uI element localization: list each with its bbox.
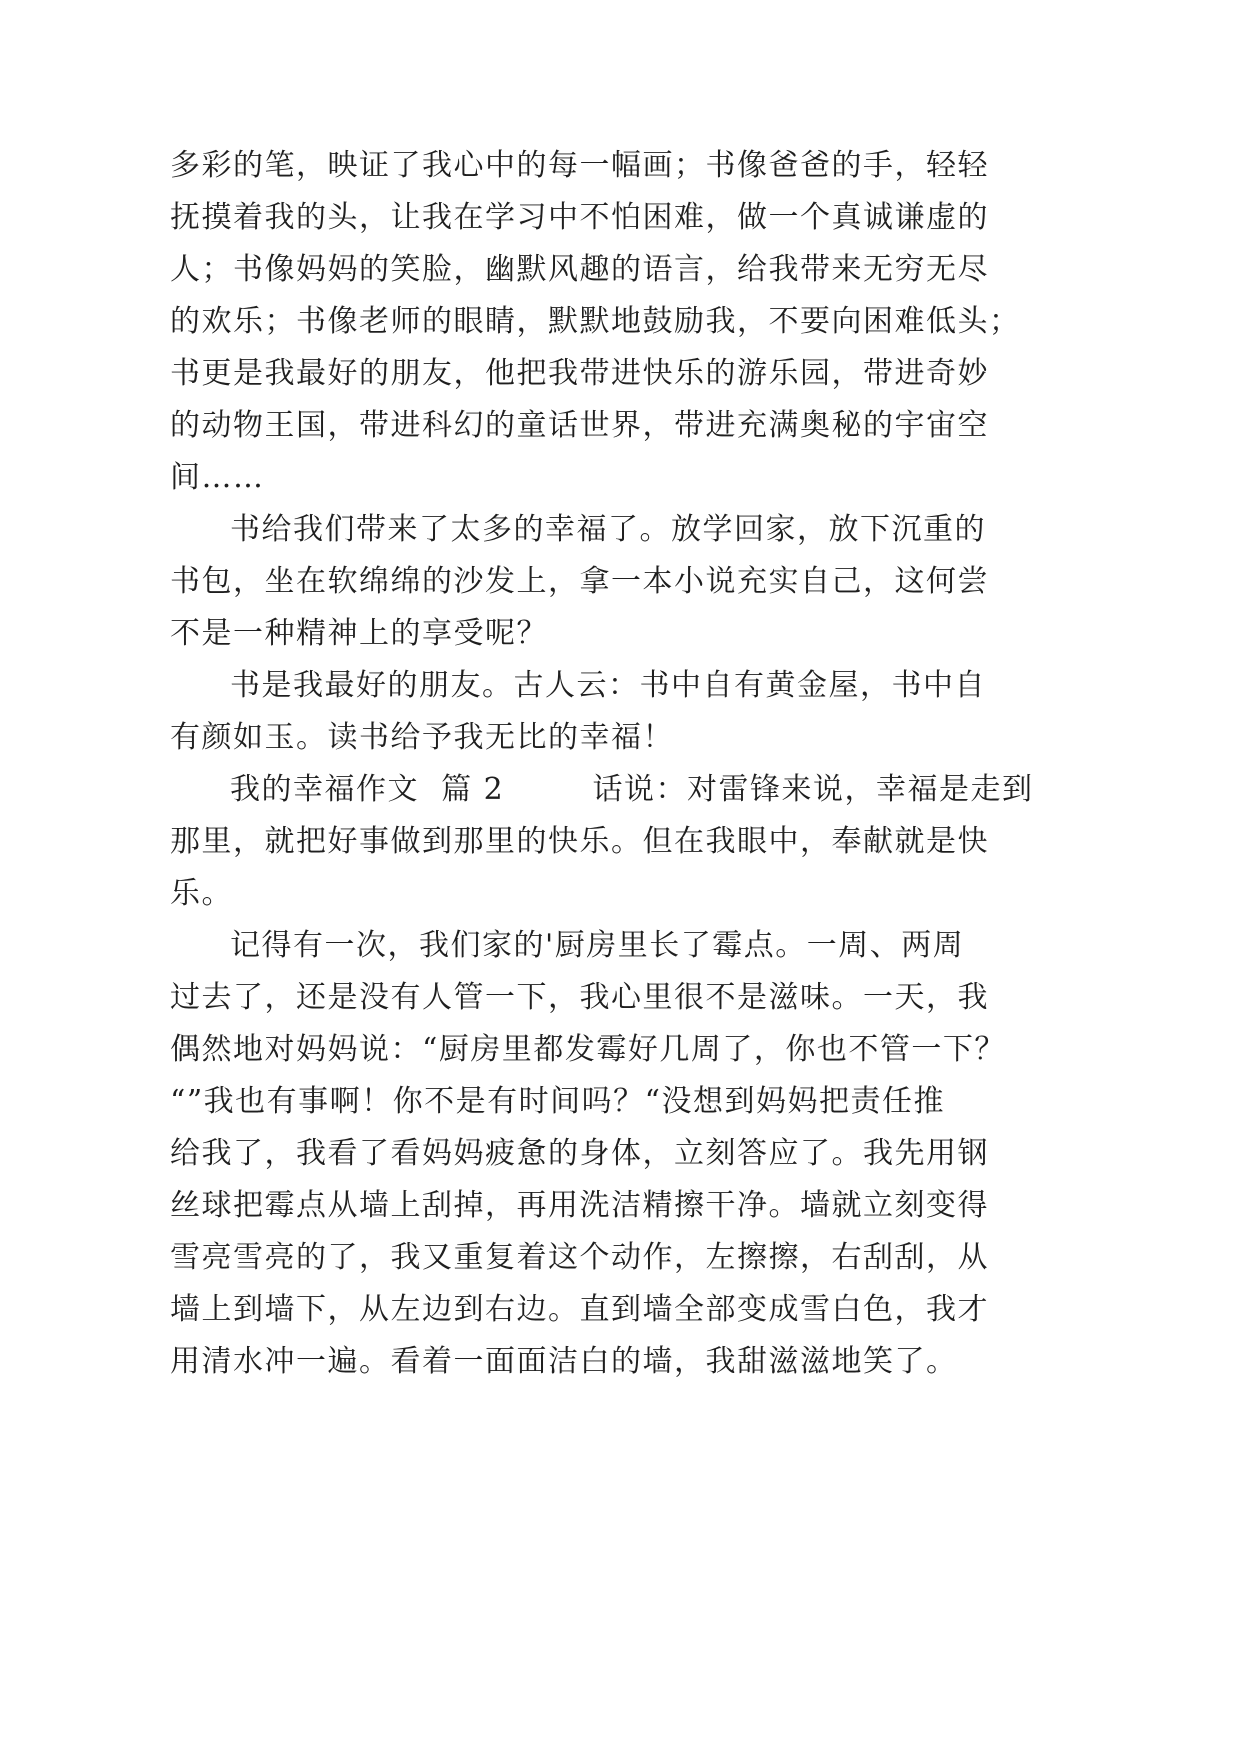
text-line: 不是一种精神上的享受呢？ [170, 616, 548, 651]
text-line: 抚摸着我的头，让我在学习中不怕困难，做一个真诚谦虚的 [170, 200, 989, 235]
text-line: 用清水冲一遍。看着一面面洁白的墙，我甜滋滋地笑了。 [170, 1344, 958, 1379]
text-line: “”我也有事啊！你不是有时间吗？“没想到妈妈把责任推 [170, 1084, 946, 1119]
text-line: 书更是我最好的朋友，他把我带进快乐的游乐园，带进奇妙 [170, 356, 989, 391]
text-line: 间…… [170, 460, 265, 495]
text-line: 多彩的笔，映证了我心中的每一幅画；书像爸爸的手，轻轻 [170, 148, 989, 183]
text-line: 给我了，我看了看妈妈疲惫的身体，立刻答应了。我先用钢 [170, 1136, 989, 1171]
text-line: 雪亮雪亮的了，我又重复着这个动作，左擦擦，右刮刮，从 [170, 1240, 989, 1275]
text-line: 的欢乐；书像老师的眼睛，默默地鼓励我，不要向困难低头； [170, 304, 1021, 339]
text-line: 偶然地对妈妈说：“厨房里都发霉好几周了，你也不管一下？ [170, 1032, 1006, 1067]
text-line: 过去了，还是没有人管一下，我心里很不是滋味。一天，我 [170, 980, 989, 1015]
paragraph-first-line: 书是我最好的朋友。古人云：书中自有黄金屋，书中自 [230, 668, 986, 703]
paragraph-first-line: 书给我们带来了太多的幸福了。放学回家，放下沉重的 [230, 512, 986, 547]
section-heading-line: 我的幸福作文 篇 2 话说：对雷锋来说，幸福是走到 [230, 772, 1034, 807]
text-line: 那里，就把好事做到那里的快乐。但在我眼中，奉献就是快 [170, 824, 989, 859]
text-line: 丝球把霉点从墙上刮掉，再用洗洁精擦干净。墙就立刻变得 [170, 1188, 989, 1223]
text-line: 乐。 [170, 876, 233, 911]
text-line: 墙上到墙下，从左边到右边。直到墙全部变成雪白色，我才 [170, 1292, 989, 1327]
paragraph-first-line: 记得有一次，我们家的'厨房里长了霉点。一周、两周 [230, 928, 965, 963]
text-line: 的动物王国，带进科幻的童话世界，带进充满奥秘的宇宙空 [170, 408, 989, 443]
text-line: 有颜如玉。读书给予我无比的幸福！ [170, 720, 674, 755]
text-line: 人；书像妈妈的笑脸，幽默风趣的语言，给我带来无穷无尽 [170, 252, 989, 287]
text-line: 书包，坐在软绵绵的沙发上，拿一本小说充实自己，这何尝 [170, 564, 989, 599]
